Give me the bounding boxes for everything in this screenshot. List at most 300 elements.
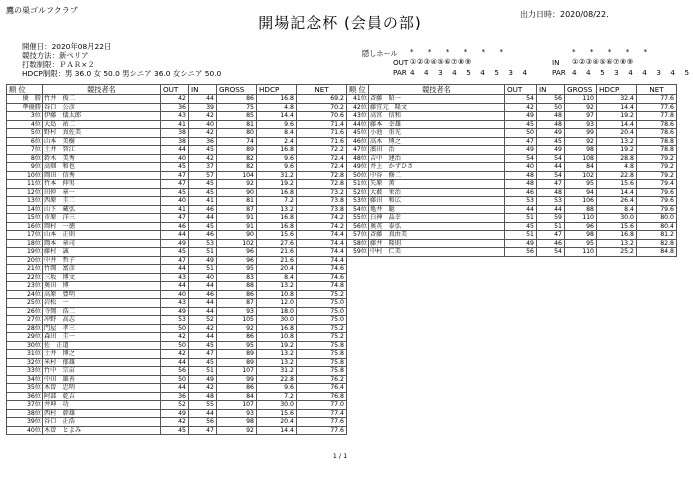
cell-gross: 82 xyxy=(217,154,257,163)
cell-out: 43 xyxy=(161,299,189,308)
par-values-out: 4 4 3 4 5 4 5 3 4 xyxy=(410,68,531,77)
col-out: OUT xyxy=(505,85,537,95)
cell-in: 41 xyxy=(189,197,217,206)
cell-net: 75.8 xyxy=(297,358,347,367)
cell-name: 高原 豊明 xyxy=(43,290,161,299)
table-row xyxy=(347,137,677,146)
cell-gross: 91 xyxy=(217,222,257,231)
hidden-hole-label: 隠しホール xyxy=(362,49,398,58)
cell-in: 51 xyxy=(189,367,217,376)
par-values-in: 4 4 5 3 4 4 3 4 5 xyxy=(572,68,693,77)
cell-rank: 準優勝 xyxy=(7,103,43,112)
cell-name: 田仲 章一 xyxy=(43,188,161,197)
cell-out: 50 xyxy=(161,375,189,384)
cell-gross: 95 xyxy=(217,265,257,274)
par-label-out: PAR xyxy=(393,68,407,77)
cell-gross: 96 xyxy=(565,222,597,231)
col-rank: 順 位 xyxy=(7,85,43,95)
table-row xyxy=(347,120,677,129)
table-row xyxy=(7,239,347,248)
col-rank: 順 位 xyxy=(347,85,369,95)
table-row xyxy=(347,163,677,172)
table-row xyxy=(347,197,677,206)
cell-name: 亀井 聡 xyxy=(369,205,505,214)
table-header-row xyxy=(347,85,677,95)
cell-name: 岡本 章司 xyxy=(43,239,161,248)
cell-net: 78.8 xyxy=(637,146,677,155)
cell-rank: 28位 xyxy=(7,324,43,333)
cell-out: 42 xyxy=(505,103,537,112)
cell-gross: 82 xyxy=(217,163,257,172)
cell-net: 70.6 xyxy=(297,112,347,121)
table-row xyxy=(347,188,677,197)
cell-rank: 12位 xyxy=(7,188,43,197)
cell-gross: 92 xyxy=(217,324,257,333)
cell-out: 40 xyxy=(505,163,537,172)
cell-in: 47 xyxy=(537,180,565,189)
cell-rank: 31位 xyxy=(7,350,43,359)
cell-gross: 99 xyxy=(217,375,257,384)
cell-rank: 13位 xyxy=(7,197,43,206)
cell-name: 冲野 高志 xyxy=(43,316,161,325)
cell-rank: 44位 xyxy=(347,120,369,129)
col-out: OUT xyxy=(161,85,189,95)
cell-net: 78.6 xyxy=(637,120,677,129)
cell-hdcp: 15.6 xyxy=(257,231,297,240)
table-row xyxy=(347,239,677,248)
table-row xyxy=(7,129,347,138)
table-row xyxy=(7,324,347,333)
cell-rank: 40位 xyxy=(7,426,43,435)
cell-hdcp: 13.2 xyxy=(257,358,297,367)
cell-gross: 92 xyxy=(565,103,597,112)
cell-out: 41 xyxy=(161,205,189,214)
cell-hdcp: 20.4 xyxy=(597,129,637,138)
cell-gross: 84 xyxy=(217,392,257,401)
cell-gross: 95 xyxy=(565,180,597,189)
cell-name: 土井 智江 xyxy=(43,146,161,155)
cell-name: 山本 正則 xyxy=(43,231,161,240)
cell-net: 79.2 xyxy=(637,163,677,172)
cell-rank: 17位 xyxy=(7,231,43,240)
cell-gross: 99 xyxy=(565,129,597,138)
table-row xyxy=(7,273,347,282)
table-row xyxy=(7,214,347,223)
cell-net: 77.6 xyxy=(637,103,677,112)
table-row xyxy=(347,154,677,163)
cell-hdcp: 19.2 xyxy=(257,180,297,189)
cell-hdcp: 2.4 xyxy=(257,137,297,146)
cell-rank: 42位 xyxy=(347,103,369,112)
cell-in: 44 xyxy=(189,299,217,308)
stroke-limit: 打数制限：ＰＡＲ×２ xyxy=(22,60,95,69)
hidden-marks-in: * * * * * xyxy=(572,47,654,56)
cell-name: 藤本 幸雄 xyxy=(369,120,505,129)
cell-gross: 87 xyxy=(217,205,257,214)
cell-name: 野村 真佐美 xyxy=(43,129,161,138)
cell-in: 59 xyxy=(537,214,565,223)
cell-gross: 91 xyxy=(217,214,257,223)
col-gross: GROSS xyxy=(565,85,597,95)
cell-name: 藤宜元 隆文 xyxy=(369,103,505,112)
cell-in: 48 xyxy=(189,392,217,401)
cell-gross: 98 xyxy=(565,146,597,155)
cell-gross: 81 xyxy=(217,197,257,206)
cell-net: 74.4 xyxy=(297,231,347,240)
cell-out: 36 xyxy=(161,392,189,401)
cell-out: 50 xyxy=(161,341,189,350)
cell-name: 門屋 孝三 xyxy=(43,324,161,333)
cell-name: 奥田 博 xyxy=(43,282,161,291)
cell-net: 72.4 xyxy=(297,163,347,172)
cell-net: 71.6 xyxy=(297,137,347,146)
cell-hdcp: 20.4 xyxy=(257,265,297,274)
cell-out: 42 xyxy=(161,418,189,427)
cell-rank: 55位 xyxy=(347,214,369,223)
cell-in: 47 xyxy=(189,350,217,359)
cell-gross: 107 xyxy=(217,367,257,376)
cell-gross: 86 xyxy=(217,333,257,342)
table-header-row xyxy=(7,85,347,95)
cell-in: 54 xyxy=(537,248,565,257)
cell-rank: 19位 xyxy=(7,248,43,257)
cell-hdcp: 19.2 xyxy=(597,146,637,155)
cell-out: 40 xyxy=(161,154,189,163)
cell-in: 44 xyxy=(189,307,217,316)
cell-name: 岡田 信秀 xyxy=(43,171,161,180)
cell-hdcp: 9.6 xyxy=(257,384,297,393)
cell-net: 74.4 xyxy=(297,256,347,265)
cell-hdcp: 13.2 xyxy=(257,282,297,291)
cell-gross: 81 xyxy=(217,120,257,129)
cell-in: 53 xyxy=(537,197,565,206)
cell-hdcp: 8.4 xyxy=(257,129,297,138)
cell-name: 木曽 とよみ xyxy=(43,426,161,435)
cell-name: 伊藤 儀太郎 xyxy=(43,112,161,121)
table-row xyxy=(7,231,347,240)
cell-out: 51 xyxy=(505,214,537,223)
cell-hdcp: 13.2 xyxy=(597,137,637,146)
cell-hdcp: 14.4 xyxy=(597,103,637,112)
cell-name: 三坂 博文 xyxy=(43,273,161,282)
cell-out: 45 xyxy=(161,163,189,172)
cell-hdcp: 16.8 xyxy=(257,324,297,333)
cell-in: 45 xyxy=(189,180,217,189)
col-hdcp: HDCP xyxy=(597,85,637,95)
cell-out: 48 xyxy=(505,171,537,180)
table-row xyxy=(7,350,347,359)
table-row xyxy=(7,265,347,274)
cell-hdcp: 13.2 xyxy=(257,350,297,359)
cell-rank: 11位 xyxy=(7,180,43,189)
cell-net: 79.4 xyxy=(637,180,677,189)
cell-in: 49 xyxy=(189,256,217,265)
table-row xyxy=(7,205,347,214)
cell-name: 高畑 和也 xyxy=(43,163,161,172)
cell-rank: 3位 xyxy=(7,112,43,121)
cell-name: 岩松 一 xyxy=(43,299,161,308)
cell-net: 73.8 xyxy=(297,197,347,206)
cell-net: 75.8 xyxy=(297,367,347,376)
cell-name: 奥英 泰弘 xyxy=(369,222,505,231)
cell-name: 吉中 建治 xyxy=(369,154,505,163)
cell-name: 山本 美樹 xyxy=(43,137,161,146)
cell-in: 46 xyxy=(537,239,565,248)
table-row xyxy=(347,248,677,257)
cell-net: 75.2 xyxy=(297,290,347,299)
cell-in: 54 xyxy=(537,171,565,180)
cell-name: 谷口 公彦 xyxy=(43,103,161,112)
col-in: IN xyxy=(189,85,217,95)
table-row xyxy=(347,146,677,155)
cell-name: 高宮 信和 xyxy=(369,112,505,121)
cell-out: 44 xyxy=(161,358,189,367)
cell-in: 54 xyxy=(537,154,565,163)
cell-gross: 93 xyxy=(217,409,257,418)
cell-rank: 53位 xyxy=(347,197,369,206)
cell-rank: 8位 xyxy=(7,154,43,163)
cell-hdcp: 16.8 xyxy=(597,231,637,240)
cell-name: 竹岡 富彦 xyxy=(43,265,161,274)
cell-out: 45 xyxy=(161,426,189,435)
cell-hdcp: 8.4 xyxy=(257,273,297,282)
cell-rank: 14位 xyxy=(7,205,43,214)
cell-out: 45 xyxy=(161,188,189,197)
cell-out: 52 xyxy=(161,401,189,410)
in-label: IN xyxy=(552,58,560,67)
cell-name: 矢原 薫 xyxy=(369,180,505,189)
cell-name: 寺岡 浩二 xyxy=(43,307,161,316)
cell-net: 73.8 xyxy=(297,205,347,214)
cell-gross: 89 xyxy=(217,146,257,155)
cell-hdcp: 31.2 xyxy=(257,367,297,376)
cell-rank: 47位 xyxy=(347,146,369,155)
cell-gross: 92 xyxy=(217,426,257,435)
cell-in: 52 xyxy=(189,316,217,325)
cell-rank: 30位 xyxy=(7,341,43,350)
cell-gross: 98 xyxy=(565,231,597,240)
cell-out: 38 xyxy=(161,129,189,138)
cell-gross: 98 xyxy=(217,418,257,427)
cell-in: 44 xyxy=(189,333,217,342)
cell-gross: 86 xyxy=(217,290,257,299)
cell-rank: 41位 xyxy=(347,95,369,104)
cell-rank: 29位 xyxy=(7,333,43,342)
cell-out: 44 xyxy=(161,146,189,155)
cell-in: 44 xyxy=(189,282,217,291)
cell-name: 中井 哲子 xyxy=(43,256,161,265)
table-row xyxy=(7,392,347,401)
cell-net: 75.0 xyxy=(297,316,347,325)
cell-rank: 35位 xyxy=(7,384,43,393)
cell-out: 45 xyxy=(161,248,189,257)
cell-rank: 37位 xyxy=(7,401,43,410)
cell-rank: 45位 xyxy=(347,129,369,138)
cell-name: 白神 晶幸 xyxy=(369,214,505,223)
cell-out: 41 xyxy=(161,120,189,129)
cell-out: 47 xyxy=(505,137,537,146)
cell-out: 42 xyxy=(161,95,189,104)
cell-gross: 87 xyxy=(217,299,257,308)
cell-in: 49 xyxy=(537,146,565,155)
cell-hdcp: 4.8 xyxy=(257,103,297,112)
cell-hdcp: 12.0 xyxy=(257,299,297,308)
cell-out: 54 xyxy=(505,95,537,104)
cell-name: 高木 博之 xyxy=(369,137,505,146)
cell-net: 69.2 xyxy=(297,95,347,104)
out-label: OUT xyxy=(393,58,409,67)
table-row xyxy=(7,180,347,189)
table-row xyxy=(7,299,347,308)
cell-net: 71.4 xyxy=(297,120,347,129)
cell-gross: 110 xyxy=(565,95,597,104)
cell-net: 82.8 xyxy=(637,239,677,248)
cell-name: 中田 雄善 xyxy=(43,375,161,384)
cell-rank: 27位 xyxy=(7,316,43,325)
cell-gross: 93 xyxy=(565,120,597,129)
table-row xyxy=(7,316,347,325)
cell-gross: 88 xyxy=(217,282,257,291)
cell-name: 岡村 一徳 xyxy=(43,222,161,231)
cell-rank: 33位 xyxy=(7,367,43,376)
col-in: IN xyxy=(537,85,565,95)
cell-hdcp: 14.4 xyxy=(597,188,637,197)
cell-out: 47 xyxy=(161,171,189,180)
cell-in: 45 xyxy=(537,137,565,146)
cell-gross: 89 xyxy=(217,350,257,359)
cell-hdcp: 15.6 xyxy=(597,180,637,189)
cell-hdcp: 15.6 xyxy=(257,409,297,418)
cell-name: 藤田 和広 xyxy=(369,197,505,206)
cell-gross: 89 xyxy=(217,358,257,367)
cell-net: 74.2 xyxy=(297,214,347,223)
cell-in: 49 xyxy=(189,375,217,384)
table-row xyxy=(7,137,347,146)
cell-out: 53 xyxy=(161,316,189,325)
cell-rank: 16位 xyxy=(7,222,43,231)
table-row xyxy=(7,401,347,410)
cell-rank: 22位 xyxy=(7,273,43,282)
cell-in: 45 xyxy=(189,341,217,350)
cell-name: 斉藤 昭一 xyxy=(369,95,505,104)
cell-rank: 24位 xyxy=(7,290,43,299)
table-row xyxy=(7,256,347,265)
cell-gross: 83 xyxy=(217,273,257,282)
cell-in: 57 xyxy=(189,171,217,180)
printed-datetime: 出力日時：2020/08/22. xyxy=(520,10,609,19)
cell-rank: 56位 xyxy=(347,222,369,231)
table-row xyxy=(7,409,347,418)
table-row xyxy=(347,222,677,231)
cell-gross: 90 xyxy=(217,231,257,240)
cell-hdcp: 25.2 xyxy=(597,248,637,257)
cell-net: 79.6 xyxy=(637,197,677,206)
cell-net: 78.6 xyxy=(637,129,677,138)
cell-out: 46 xyxy=(505,188,537,197)
cell-rank: 7位 xyxy=(7,146,43,155)
cell-out: 44 xyxy=(505,205,537,214)
cell-out: 54 xyxy=(505,154,537,163)
cell-name: 中村 仁美 xyxy=(369,248,505,257)
cell-rank: 49位 xyxy=(347,163,369,172)
cell-out: 56 xyxy=(505,248,537,257)
cell-hdcp: 16.8 xyxy=(257,146,297,155)
cell-hdcp: 15.6 xyxy=(597,222,637,231)
cell-gross: 110 xyxy=(565,214,597,223)
col-hdcp: HDCP xyxy=(257,85,297,95)
cell-net: 72.4 xyxy=(297,154,347,163)
cell-in: 47 xyxy=(189,426,217,435)
table-row xyxy=(7,384,347,393)
cell-name: 大薮 栄治 xyxy=(369,188,505,197)
cell-rank: 10位 xyxy=(7,171,43,180)
cell-out: 46 xyxy=(161,222,189,231)
cell-hdcp: 10.8 xyxy=(257,333,297,342)
cell-gross: 110 xyxy=(565,248,597,257)
table-row xyxy=(7,418,347,427)
cell-net: 74.2 xyxy=(297,222,347,231)
table-row xyxy=(7,171,347,180)
par-label-in: PAR xyxy=(552,68,566,77)
cell-net: 72.8 xyxy=(297,171,347,180)
cell-in: 56 xyxy=(537,95,565,104)
col-net: NET xyxy=(637,85,677,95)
cell-gross: 80 xyxy=(217,129,257,138)
cell-rank: 43位 xyxy=(347,112,369,121)
cell-gross: 75 xyxy=(217,103,257,112)
cell-net: 74.4 xyxy=(297,239,347,248)
cell-out: 50 xyxy=(505,129,537,138)
table-row xyxy=(347,231,677,240)
cell-name: 西村 幹雄 xyxy=(43,409,161,418)
cell-out: 51 xyxy=(505,231,537,240)
cell-net: 76.2 xyxy=(297,375,347,384)
page-title: 開場記念杯 (会員の部) xyxy=(258,14,422,32)
cell-net: 71.6 xyxy=(297,129,347,138)
cell-hdcp: 8.4 xyxy=(597,205,637,214)
table-row xyxy=(7,154,347,163)
table-row xyxy=(347,180,677,189)
cell-net: 78.8 xyxy=(637,137,677,146)
cell-rank: 50位 xyxy=(347,171,369,180)
cell-out: 47 xyxy=(161,180,189,189)
cell-hdcp: 14.4 xyxy=(597,120,637,129)
cell-net: 84.8 xyxy=(637,248,677,257)
cell-name: 竹中 宗亩 xyxy=(43,367,161,376)
table-row xyxy=(347,103,677,112)
cell-gross: 86 xyxy=(217,95,257,104)
cell-hdcp: 19.2 xyxy=(257,341,297,350)
table-row xyxy=(7,426,347,435)
cell-name: 木曽 忠明 xyxy=(43,384,161,393)
cell-out: 44 xyxy=(161,231,189,240)
cell-rank: 32位 xyxy=(7,358,43,367)
cell-in: 51 xyxy=(537,222,565,231)
cell-in: 45 xyxy=(189,146,217,155)
cell-out: 49 xyxy=(505,112,537,121)
cell-out: 53 xyxy=(505,197,537,206)
cell-out: 38 xyxy=(161,137,189,146)
cell-in: 40 xyxy=(189,273,217,282)
cell-net: 80.4 xyxy=(637,222,677,231)
cell-name: 斉藤 真由美 xyxy=(369,231,505,240)
cell-hdcp: 27.6 xyxy=(257,239,297,248)
cell-net: 75.2 xyxy=(297,333,347,342)
table-row xyxy=(347,129,677,138)
table-row xyxy=(7,341,347,350)
hidden-marks-out: * * * * * * xyxy=(410,47,509,56)
cell-rank: 36位 xyxy=(7,392,43,401)
